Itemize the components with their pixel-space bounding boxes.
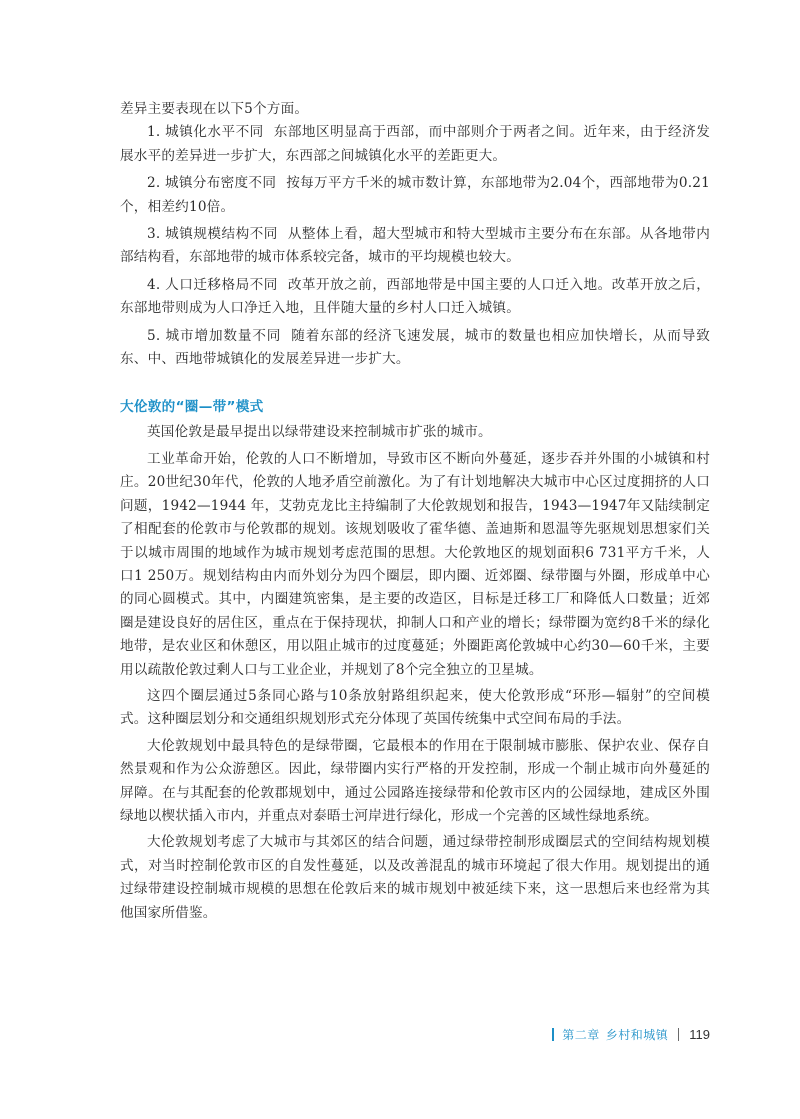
difference-text: 随着东部的经济飞速发展，城市的数量也相应加快增长，从而导致东、中、西地带城镇化的发展差异进一步扩大。 [120, 327, 710, 368]
difference-item-1 [120, 121, 710, 168]
section-paragraph-3: 这四个圈层通过5条同心路与10条放射路组织起来，使大伦敦形成“环形—辐射”的空间模式。这种圈层划分和交通组织规划形式充分体现了英国传统集中式空间布局的手法。 [120, 687, 710, 728]
section-paragraph-2: 工业革命开始，伦敦的人口不断增加，导致市区不断向外蔓延，逐步吞并外围的小城镇和村庄。20世纪30年代，伦敦的人地矛盾空前激化。为了有计划地解决大城市中心区过度拥挤的人口问题，1942—1944 年，艾勃克龙比主持编制了大伦敦规划和报告，1943—1947年又陆续制定了相配套的伦敦市与伦敦郡的规划。该规划吸收了霍华德、盖迪斯和恩温等先驱规划思想家们关于以城市周围的地域作为城市规划考虑范围的思想。大伦敦地区的规划面积6 731平方千米，人口1 250万。规划结构由内而外划分为四个圈层，即内圈、近郊圈、绿带圈与外圈，形成单中心的同心圆模式。其中，内圈建筑密集，是主要的改造区，目标是迁移工厂和降低人口数量；近郊圈是建设良好的居住区，重点在于保持现状，抑制人口和产业的增长；绿带圈为宽约8千米的绿化地带，是农业区和休憩区，用以阻止城市的过度蔓延；外圈距离伦敦城中心约30—60千米，主要用以疏散伦敦过剩人口与工业企业，并规划了8个完全独立的卫星城。 [120, 450, 710, 678]
page-footer [520, 1024, 710, 1044]
difference-head: 3. 城镇规模结构不同 [147, 226, 278, 243]
intro-text: 差异主要表现在以下5个方面。 [120, 101, 309, 117]
difference-text: 东部地区明显高于西部，而中部则介于两者之间。近年来，由于经济发展水平的差异进一步扩大，东西部之间城镇化水平的差距更大。 [120, 124, 710, 164]
difference-item-3 [120, 223, 710, 270]
section-title: 大伦敦的“圈—带”模式 [120, 399, 264, 416]
footer-chapter-title: 乡村和城镇 [605, 1027, 669, 1042]
difference-head: 1. 城镇化水平不同 [147, 124, 264, 141]
footer-accent-bar [552, 1028, 554, 1041]
section-paragraph-1: 英国伦敦是最早提出以绿带建设来控制城市扩张的城市。 [147, 424, 492, 441]
difference-item-2 [120, 172, 710, 219]
page-content [120, 98, 710, 925]
difference-text: 改革开放之前，西部地带是中国主要的人口迁入地。改革开放之后，东部地带则成为人口净迁入地，且伴随大量的乡村人口迁入城镇。 [120, 276, 711, 317]
difference-head: 5. 城市增加数量不同 [147, 327, 282, 344]
difference-text: 从整体上看，超大型城市和特大型城市主要分布在东部。从各地带内部结构看，东部地带的城市体系较完备，城市的平均规模也较大。 [120, 226, 711, 266]
difference-item-4 [120, 274, 710, 321]
section-paragraph-5: 大伦敦规划考虑了大城市与其郊区的结合问题，通过绿带控制形成圈层式的空间结构规划模式，对当时控制伦敦市区的自发性蔓延，以及改善混乱的城市环境起了很大作用。规划提出的通过绿带建设控制城市规模的思想在伦敦后来的城市规划中被延续下来，这一思想后来也经常为其他国家所借鉴。 [120, 834, 710, 921]
page-number: 119 [689, 1026, 710, 1042]
footer-divider [678, 1028, 679, 1041]
footer-chapter: 第二章 [562, 1027, 600, 1042]
section-paragraph-4: 大伦敦规划中最具特色的是绿带圈，它最根本的作用在于限制城市膨胀、保护农业、保存自然景观和作为公众游憩区。因此，绿带圈内实行严格的开发控制，形成一个制止城市向外蔓延的屏障。在与其配套的伦敦郡规划中，通过公园路连接绿带和伦敦市区内的公园绿地，建成区外围绿地以楔状插入市内，并重点对泰晤士河岸进行绿化，形成一个完善的区域性绿地系统。 [120, 737, 710, 824]
difference-item-5 [120, 325, 710, 372]
difference-head: 4. 人口迁移格局不同 [147, 276, 278, 293]
difference-head: 2. 城镇分布密度不同 [147, 175, 277, 192]
difference-list [120, 121, 710, 371]
difference-text: 按每万平方千米的城市数计算，东部地带为2.04个，西部地带为0.21个，相差约10倍。 [120, 175, 710, 215]
